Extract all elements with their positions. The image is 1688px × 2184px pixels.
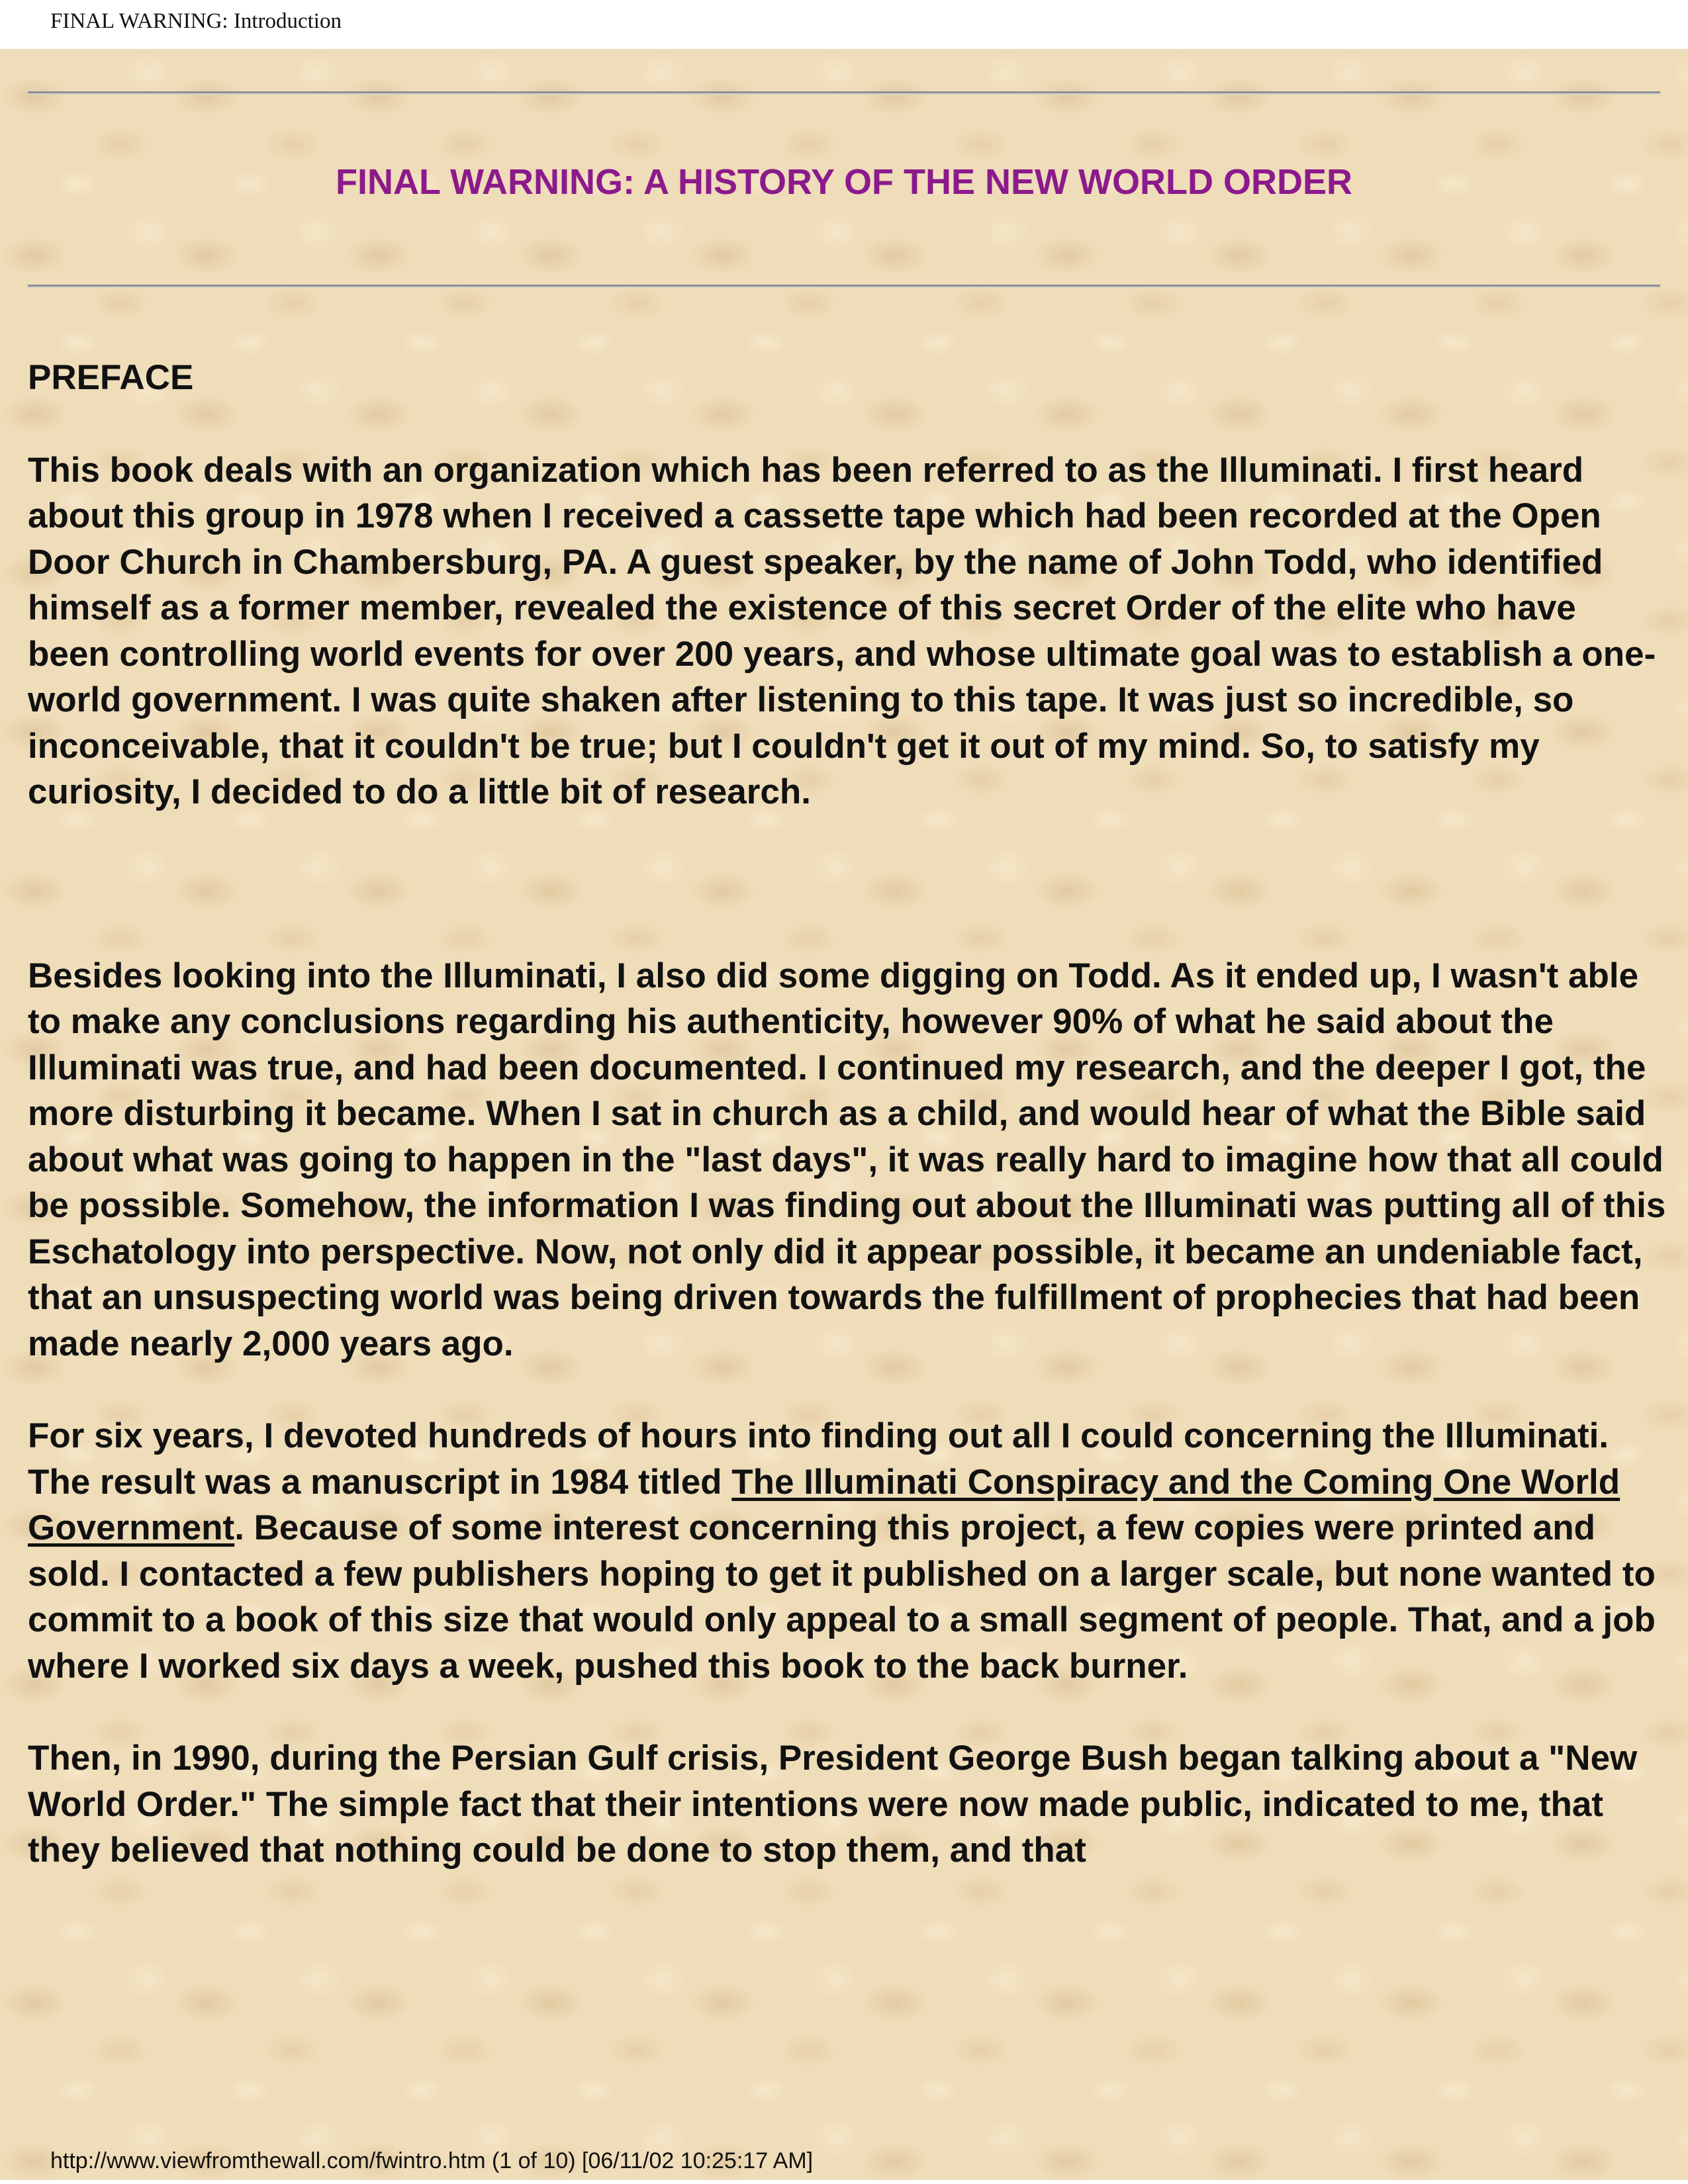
paragraph-4: Then, in 1990, during the Persian Gulf crisis, President George Bush began talking about a "New World Order." The simple fact that their intentions were now made public, indicated to me, that they believed that nothing could be done to stop them, and that (28, 1739, 1638, 1870)
paragraph-2: Besides looking into the Illuminati, I also did some digging on Todd. As it ended up, I wasn't able to make any conclusions regarding his authenticity, however 90% of what he said about the Illuminati was true, and had been documented. I continued my research, and the deeper I got, the more disturbing it became. When I sat in church as a child, and would hear of what the Bible said about what was going to happen in the "last days", it was really hard to imagine how that all could be possible. Somehow, the information I was finding out about the Illuminati was putting all of this Eschatology into perspective. Now, not only did it appear possible, it became an undeniable fact, that an unsuspecting world was being driven towards the fulfillment of prophecies that had been made nearly 2,000 years ago. (28, 956, 1666, 1363)
article-body (28, 355, 1666, 1874)
spacer (28, 1367, 1666, 1413)
paragraph-3-text-before: For six years, I devoted hundreds of hours into finding out all I could concerning the Illuminati. The result was a manuscript in 1984 titled (28, 1416, 1609, 1502)
book-title-link[interactable]: The Illuminati Conspiracy and the Coming One World Government (28, 1462, 1620, 1547)
horizontal-rule-bottom (28, 285, 1660, 288)
paragraph-3 (28, 1413, 1666, 1689)
page-background (0, 49, 1688, 2180)
paragraph-1: This book deals with an organization which has been referred to as the Illuminati. I first heard about this group in 1978 when I received a cassette tape which had been recorded at the Open Door Church in Chambersburg, PA. A guest speaker, by the name of John Todd, who identified himself as a former member, revealed the existence of this secret Order of the elite who have been controlling world events for over 200 years, and whose ultimate goal was to establish a one-world government. I was quite shaken after listening to this tape. It was just so incredible, so inconceivable, that it couldn't be true; but I couldn't get it out of my mind. So, to satisfy my curiosity, I decided to do a little bit of research. (28, 450, 1656, 811)
spacer (28, 815, 1666, 953)
section-heading-preface: PREFACE (28, 358, 194, 397)
page-title: FINAL WARNING: A HISTORY OF THE NEW WORLD ORDER (336, 162, 1352, 202)
horizontal-rule-top (28, 91, 1660, 95)
print-footer-url: http://www.viewfromthewall.com/fwintro.htm (1 of 10) [06/11/02 10:25:17 AM] (50, 2148, 814, 2173)
print-header: FINAL WARNING: Introduction (50, 9, 342, 33)
paragraph-3-text-after: . Because of some interest concerning this project, a few copies were printed and sold. I contacted a few publishers hoping to get it published on a larger scale, but none wanted to commit to a book of this size that would only appeal to a small segment of people. That, and a job where I worked six days a week, pushed this book to the back burner. (28, 1508, 1656, 1686)
spacer (28, 1689, 1666, 1735)
